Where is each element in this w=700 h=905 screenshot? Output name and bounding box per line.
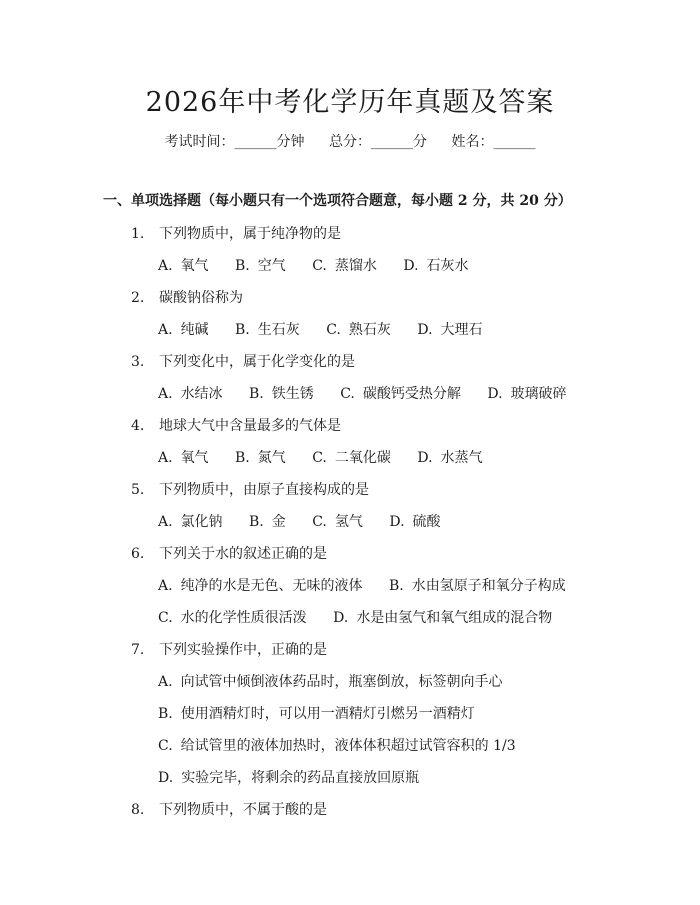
option-c: C. 碳酸钙受热分解 (340, 386, 461, 402)
question-text: 地球大气中含量最多的气体是 (159, 418, 341, 434)
question-6-options-row-2 (158, 607, 574, 627)
question-5-options (158, 511, 463, 531)
option-b: B. 氮气 (235, 450, 286, 466)
option-a: A. 氯化钠 (158, 514, 223, 530)
option-a: A. 氧气 (158, 258, 209, 274)
question-3 (131, 351, 355, 371)
question-1 (131, 223, 341, 243)
option-d: D. 水蒸气 (417, 450, 483, 466)
option-b: B. 水由氢原子和氧分子构成 (389, 578, 566, 594)
exam-info (0, 131, 700, 151)
option-b: B. 生石灰 (235, 322, 300, 338)
question-5 (131, 479, 369, 499)
question-number: 7. (131, 642, 145, 658)
question-number: 2. (131, 290, 145, 306)
option-a: A. 向试管中倾倒液体药品时，瓶塞倒放，标签朝向手心 (158, 674, 503, 690)
question-number: 4. (131, 418, 145, 434)
question-text: 下列物质中，不属于酸的是 (159, 802, 327, 818)
question-text: 下列实验操作中，正确的是 (159, 642, 327, 658)
option-b: B. 铁生锈 (249, 386, 314, 402)
question-6 (131, 543, 327, 563)
option-c: C. 二氧化碳 (312, 450, 391, 466)
question-2-options (158, 319, 505, 339)
question-text: 下列变化中，属于化学变化的是 (159, 354, 355, 370)
option-b: B. 金 (249, 514, 286, 530)
question-1-options (158, 255, 491, 275)
question-8 (131, 799, 327, 819)
option-a: A. 纯净的水是无色、无味的液体 (158, 578, 363, 594)
question-4-options (158, 447, 505, 467)
option-c: C. 熟石灰 (326, 322, 391, 338)
option-b: B. 空气 (235, 258, 286, 274)
student-name-field: 姓名：______ (451, 134, 536, 150)
question-2 (131, 287, 243, 307)
section-heading: 一、单项选择题（每小题只有一个选项符合题意，每小题 2 分，共 20 分） (103, 193, 572, 209)
option-a: A. 氧气 (158, 450, 209, 466)
question-7 (131, 639, 327, 659)
question-text: 碳酸钠俗称为 (159, 290, 243, 306)
question-text: 下列关于水的叙述正确的是 (159, 546, 327, 562)
question-7-option-b (158, 703, 497, 723)
page-title: 2026年中考化学历年真题及答案 (145, 87, 555, 118)
option-d: D. 大理石 (417, 322, 483, 338)
question-number: 8. (131, 802, 145, 818)
question-7-option-a (158, 671, 525, 691)
option-d: D. 实验完毕，将剩余的药品直接放回原瓶 (158, 770, 420, 786)
option-a: A. 水结冰 (158, 386, 223, 402)
question-number: 1. (131, 226, 145, 242)
option-a: A. 纯碱 (158, 322, 209, 338)
option-d: D. 石灰水 (403, 258, 469, 274)
option-d: D. 水是由氢气和氧气组成的混合物 (333, 610, 553, 626)
question-7-option-c (158, 735, 538, 755)
question-number: 5. (131, 482, 145, 498)
option-b: B. 使用酒精灯时，可以用一酒精灯引燃另一酒精灯 (158, 706, 475, 722)
option-d: D. 玻璃破碎 (487, 386, 567, 402)
question-number: 3. (131, 354, 145, 370)
question-text: 下列物质中，由原子直接构成的是 (159, 482, 369, 498)
question-number: 6. (131, 546, 145, 562)
option-c: C. 给试管里的液体加热时，液体体积超过试管容积的 1/3 (158, 738, 516, 754)
option-d: D. 硫酸 (389, 514, 441, 530)
question-7-option-d (158, 767, 441, 787)
question-3-options (158, 383, 589, 403)
option-c: C. 氢气 (312, 514, 363, 530)
option-c: C. 水的化学性质很活泼 (158, 610, 307, 626)
question-6-options-row-1 (158, 575, 588, 595)
option-c: C. 蒸馏水 (312, 258, 377, 274)
total-score-field: 总分：______分 (329, 134, 427, 150)
exam-time-field: 考试时间：______分钟 (164, 134, 305, 150)
question-4 (131, 415, 341, 435)
question-text: 下列物质中，属于纯净物的是 (159, 226, 341, 242)
